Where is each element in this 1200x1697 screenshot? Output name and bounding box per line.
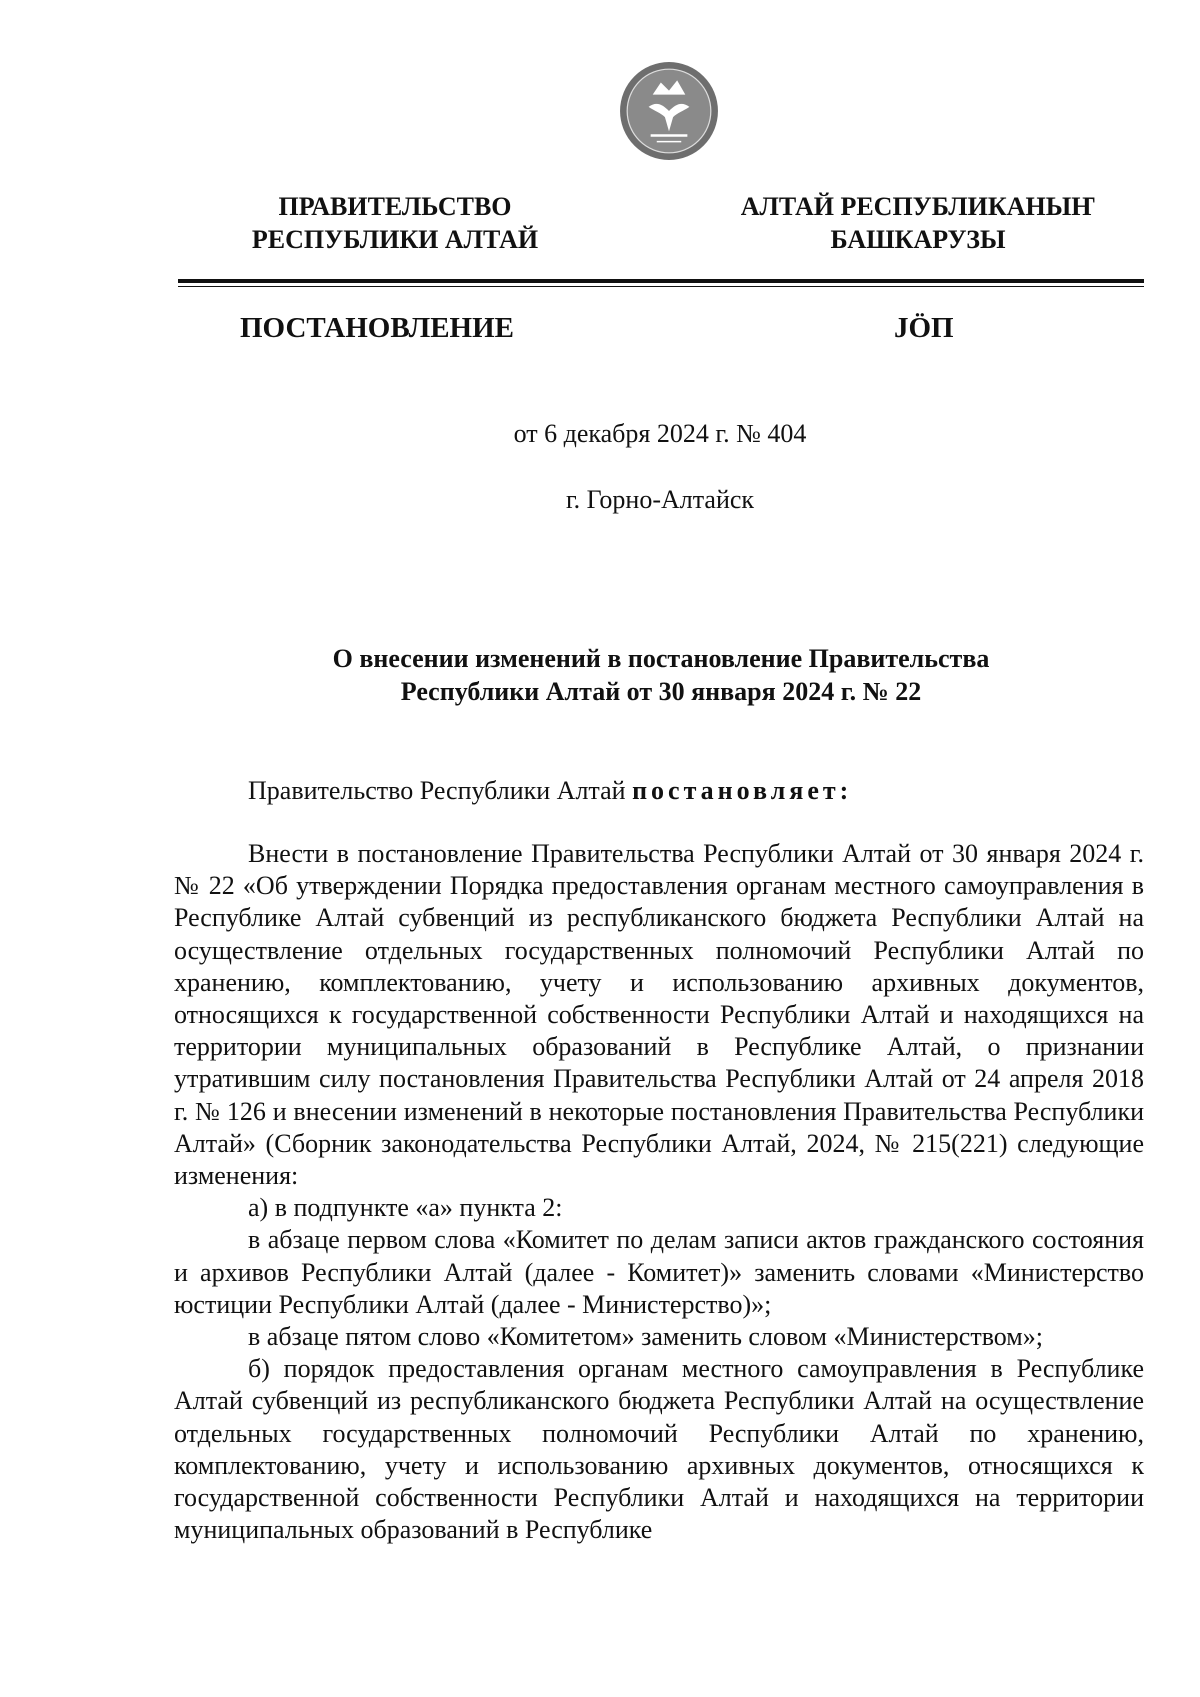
issuer-name-altai-line2: БАШКАРУЗЫ	[830, 225, 1006, 254]
body-paragraph: в абзаце пятом слово «Комитетом» заменить словом «Министерством»;	[248, 1322, 1043, 1352]
resolution-intro	[248, 775, 852, 807]
issuer-name-russian-line1: ПРАВИТЕЛЬСТВО	[278, 192, 512, 221]
republic-altai-coat-of-arms-icon	[618, 60, 720, 162]
body-paragraph: а) в подпункте «а» пункта 2:	[248, 1193, 563, 1223]
doc-type-altai: JÖП	[894, 312, 954, 344]
body-paragraph: в абзаце первом слова «Комитет по делам записи актов гражданского состояния и архивов Республики Алтай (далее - Комитет)» заменить словами «Министерство юстиции Республики Алтай (далее - Министерство)»;	[174, 1225, 1144, 1319]
body-paragraph: Внести в постановление Правительства Республики Алтай от 30 января 2024 г. № 22 «Об утверждении Порядка предоставления органам местного самоуправления в Республике Алтай субвенций из республиканского бюджета Республики Алтай на осуществление отдельных государственных полномочий Республики Алтай по хранению, комплектованию, учету и использованию архивных документов, относящихся к государственной собственности Республики Алтай и находящихся на территории муниципальных образований в Республике Алтай, о признании утратившим силу постановления Правительства Республики Алтай от 24 апреля 2018 г. № 126 и внесении изменений в некоторые постановления Правительства Республики Алтай» (Сборник законодательства Республики Алтай, 2024, № 215(221) следующие изменения:	[174, 839, 1144, 1191]
document-title-line2: Республики Алтай от 30 января 2024 г. № 22	[400, 677, 922, 706]
document-body	[174, 838, 1144, 1546]
city-line: г. Горно-Алтайск	[565, 485, 755, 514]
date-number-line: от 6 декабря 2024 г. № 404	[513, 419, 807, 448]
issuer-name-altai-line1: АЛТАЙ РЕСПУБЛИКАНЫҤ	[740, 192, 1096, 221]
issuer-name-russian-line2: РЕСПУБЛИКИ АЛТАЙ	[251, 225, 539, 254]
issuer-name-russian	[205, 190, 585, 256]
document-title	[178, 642, 1144, 708]
header-divider-thin	[178, 286, 1144, 287]
intro-verb: постановляет:	[632, 776, 853, 805]
intro-subject: Правительство Республики Алтай	[248, 776, 626, 805]
doc-type-russian: ПОСТАНОВЛЕНИЕ	[240, 312, 515, 344]
body-paragraph: б) порядок предоставления органам местного самоуправления в Республике Алтай субвенций из республиканского бюджета Республики Алтай на осуществление отдельных государственных полномочий Республики Алтай по хранению, комплектованию, учету и использованию архивных документов, относящихся к государственной собственности Республики Алтай и находящихся на территории муниципальных образований в Республике	[174, 1354, 1144, 1545]
header-divider-thick	[178, 279, 1144, 283]
document-title-line1: О внесении изменений в постановление Правительства	[332, 644, 990, 673]
issuer-name-altai	[728, 190, 1108, 256]
